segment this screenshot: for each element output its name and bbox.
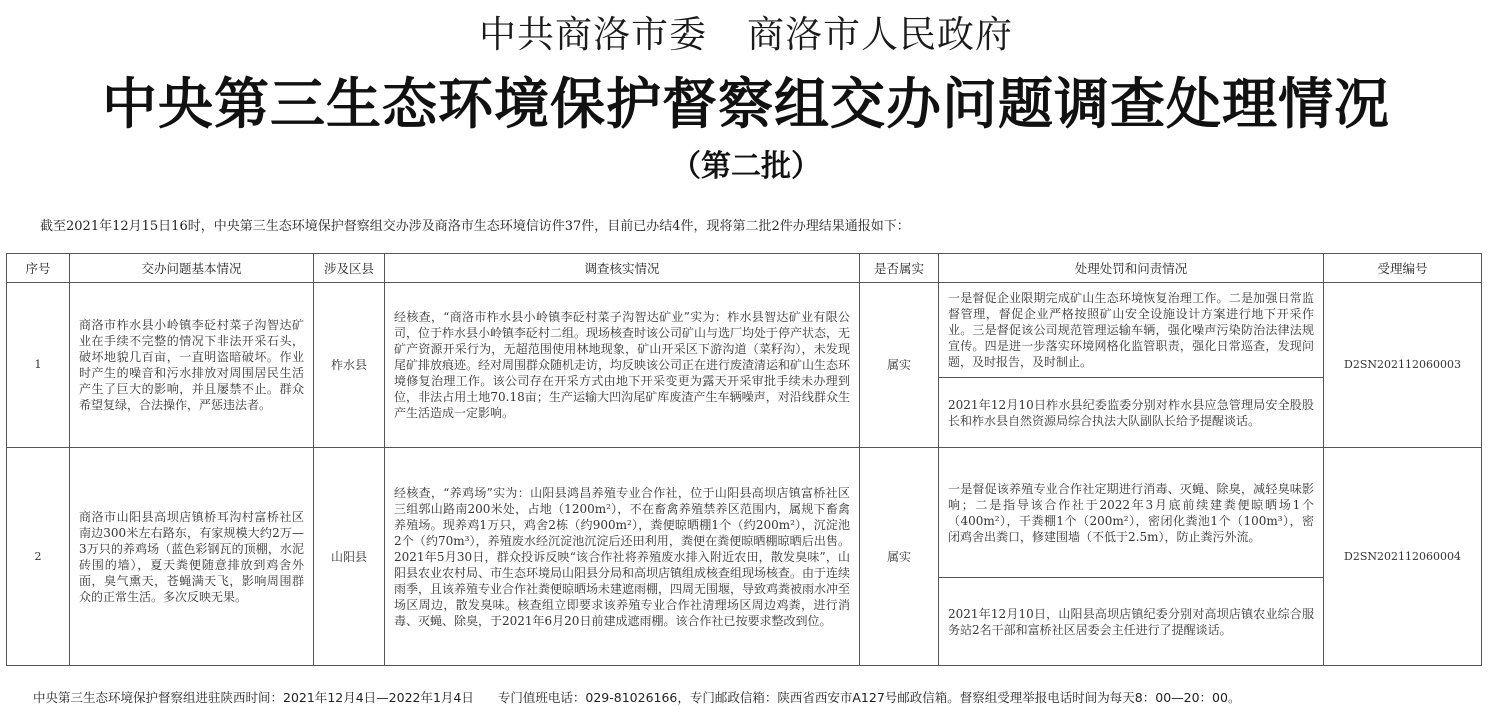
row-verified: 属实 <box>860 283 939 448</box>
row-case-no: D2SN202112060004 <box>1324 448 1482 666</box>
row-county: 山阳县 <box>314 448 385 666</box>
footer-note <box>33 688 1483 706</box>
issuer-government: 商洛市人民政府 <box>747 13 1013 56</box>
row-case-no: D2SN202112060003 <box>1324 283 1482 448</box>
header-handling: 处理处罚和问责情况 <box>939 254 1324 283</box>
header-county: 涉及区县 <box>314 254 385 283</box>
report-table <box>6 253 1482 666</box>
row-index: 1 <box>7 283 70 448</box>
row-handling: 一是督促企业限期完成矿山生态环境恢复治理工作。二是加强日常监督管理，督促企业严格按照矿山安全设施设计方案进行地下开采作业。三是督促该公司规范管理运输车辆，强化噪声污染防治法律法规宣传。四是进一步落实环境网格化监管职责，强化日常巡查，发现问题，及时报告，及时制止。 <box>939 283 1324 378</box>
issuer-line <box>0 4 1492 58</box>
issuer-party-committee: 中共商洛市委 <box>479 13 707 56</box>
batch-subtitle: （第二批） <box>671 149 821 184</box>
row-accountability: 2021年12月10日柞水县纪委监委分别对柞水县应急管理局安全股股长和柞水县自然资源局综合执法大队副队长给予提醒谈话。 <box>939 378 1324 448</box>
header-case-no: 受理编号 <box>1324 254 1482 283</box>
row-county: 柞水县 <box>314 283 385 448</box>
footer-contact: 专门值班电话：029-81026166，专门邮政信箱：陕西省西安市A127号邮政信箱。督察组受理举报电话时间为每天8：00—20：00。 <box>497 690 1241 705</box>
row-problem: 商洛市柞水县小岭镇李砭村菜子沟智达矿业在手续不完整的情况下非法开采石头，破坏地貌几百亩，一直明盗暗破坏。作业时产生的噪音和污水排放对周围居民生活产生了巨大的影响，并且屡禁不止。群众希望复绿，合法操作，严惩违法者。 <box>70 283 314 448</box>
row-handling: 一是督促该养殖专业合作社定期进行消毒、灭蝇、除臭，减轻臭味影响；二是指导该合作社于2022年3月底前续建粪便晾晒场1个（400m²），干粪棚1个（200m²），密闭化粪池1个（100m³），密闭鸡舍出粪口，修建围墙（不低于2.5m），防止粪污外流。 <box>939 448 1324 578</box>
footer-period: 中央第三生态环境保护督察组进驻陕西时间：2021年12月4日—2022年1月4日 <box>33 690 474 705</box>
table-row <box>7 283 1482 378</box>
header-index: 序号 <box>7 254 70 283</box>
row-index: 2 <box>7 448 70 666</box>
page-title: 中央第三生态环境保护督察组交办问题调查处理情况 <box>101 72 1390 136</box>
header-verified: 是否属实 <box>860 254 939 283</box>
table-row <box>7 448 1482 578</box>
row-accountability: 2021年12月10日，山阳县高坝店镇纪委分别对高坝店镇农业综合服务站2名干部和富桥社区居委会主任进行了提醒谈话。 <box>939 578 1324 666</box>
header-investigation: 调查核实情况 <box>385 254 860 283</box>
row-investigation: 经核查，“商洛市柞水县小岭镇李砭村菜子沟智达矿业”实为：柞水县智达矿业有限公司，位于柞水县小岭镇李砭村二组。现场核查时该公司矿山与选厂均处于停产状态，无矿产资源开采行为，无超范围使用林地现象，矿山开采区下游沟道（菜籽沟），未发现尾矿排放痕迹。经对周围群众随机走访，均反映该公司正在进行废渣清运和矿山生态环境修复治理工作。该公司存在开采方式由地下开采变更为露天开采审批手续未办理到位，非法占用土地70.18亩；生产运输大凹沟尾矿库废渣产生车辆噪声，对沿线群众生产生活造成一定影响。 <box>385 283 860 448</box>
row-verified: 属实 <box>860 448 939 666</box>
row-investigation: 经核查，“养鸡场”实为：山阳县鸿昌养殖专业合作社，位于山阳县高坝店镇富桥社区三组郭山路南200米处，占地（1200m²），不在畜禽养殖禁养区范围内，属规下畜禽养殖场。现养鸡1万只，鸡舍2栋（约900m²），粪便晾晒棚1个（约200m²），沉淀池2个（约70m³），养殖废水经沉淀池沉淀后还田利用，粪便在粪便晾晒棚晾晒后出售。2021年5月30日，群众投诉反映“该合作社将养殖废水排入附近农田，散发臭味”，山阳县农业农村局、市生态环境局山阳县分局和高坝店镇组成核查组现场核查。由于连续雨季，且该养殖专业合作社粪便晾晒场未建遮雨棚，四周无围堰，导致鸡粪被雨水冲至场区周边，散发臭味。核查组立即要求该养殖专业合作社清理场区周边鸡粪，进行消毒、灭蝇、除臭，于2021年6月20日前建成遮雨棚。该合作社已按要求整改到位。 <box>385 448 860 666</box>
row-problem: 商洛市山阳县高坝店镇桥耳沟村富桥社区南边300米左右路东，有家规模大约2万—3万只的养鸡场（蓝色彩钢瓦的顶棚，水泥砖围的墙），夏天粪便随意排放到鸡舍外面，臭气熏天，苍蝇满天飞，影响周围群众的正常生活。多次反映无果。 <box>70 448 314 666</box>
header-problem: 交办问题基本情况 <box>70 254 314 283</box>
intro-paragraph: 截至2021年12月15日16时，中央第三生态环境保护督察组交办涉及商洛市生态环境信访件37件，目前已办结4件，现将第二批2件办理结果通报如下： <box>40 219 910 234</box>
table-header-row <box>7 254 1482 283</box>
